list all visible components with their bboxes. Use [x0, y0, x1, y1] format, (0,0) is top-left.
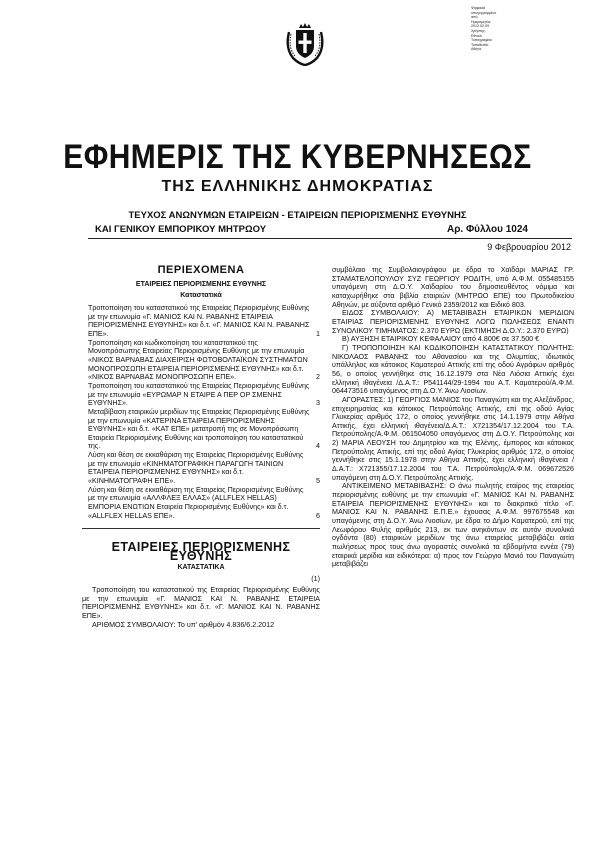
- gazette-subtitle: ΤΗΣ ΕΛΛΗΝΙΚΗΣ ΔΗΜΟΚΡΑΤΙΑΣ: [161, 178, 434, 195]
- issue-date: 9 Φεβρουαρίου 2012: [487, 242, 571, 252]
- contents-entry[interactable]: [82, 451, 320, 486]
- stamp-line: Ψηφιακά: [471, 6, 486, 10]
- stamp-line: Τυπογραφείο: [471, 38, 492, 43]
- contents-entry-text: Λύση και θέση σε εκκαθάριση της Εταιρείας Περιορισμένης Ευθύνης με την επωνυμία «ΚΙΝΗΜΑΤΟΓΡΑΦΙΚΗ ΠΑΡΑΓΩΓΗ ΤΑΙΝΙΩΝ ΕΤΑΙΡΕΙΑ ΠΕΡΙΟΡΙΣΜΕΝΗΣ ΕΥΘΥΝΗΣ» και δ.τ. «ΚΙΝΗΜΑΤΟΓΡΑΦΗ ΕΠΕ».: [88, 451, 304, 486]
- stamp-line: Αθήνα: [471, 47, 482, 52]
- contents-entry-page: 6: [316, 511, 320, 520]
- stamp-line: Τοποθεσία:: [471, 42, 489, 47]
- body-subsection-heading: ΚΑΤΑΣΤΑΤΙΚΑ: [177, 563, 225, 571]
- contents-entry-text: Τροποποίηση του καταστατικού της Εταιρείας Περιορισμένης Ευθύνης με την επωνυμία «Γ. ΜΑΝΙΟΣ ΚΑΙ Ν. ΡΑΒΑΝΗΣ ΕΤΑΙΡΕΙΑ ΠΕΡΙΟΡΙΣΜΕΝΗΣ ΕΥΘΥΝΗΣ» και δ.τ. «Γ. ΜΑΝΙΟΣ ΚΑΙ Ν. ΡΑΒΑΝΗΣ ΕΠΕ».: [88, 303, 310, 338]
- contents-entry[interactable]: [82, 304, 320, 339]
- body-paragraph: ΑΝΤΙΚΕΙΜΕΝΟ ΜΕΤΑΒΙΒΑΣΗΣ: Ο άνω πωλητής εταίρος της εταιρείας περιορισμένης ευθύνης με την επωνυμία «Γ. ΜΑΝΙΟΣ ΚΑΙ Ν. ΡΑΒΑΝΗΣ ΕΤΑΙΡΕΙΑ ΠΕΡΙΟΡΙΣΜΕΝΗΣ ΕΥΘΥΝΗΣ» και το διακριτικό τίτλο «Γ. ΜΑΝΙΟΣ ΚΑΙ Ν. ΡΑΒΑΝΗΣ Ε.Π.Ε.» έχουσας Α.Φ.Μ. 997675548 και υπαγόμενης στη Δ.Ο.Υ. Άνω Λιοσίων, με έδρα το Δήμο Καματερού, επί της Λεωφόρου Φυλής αριθμός 213, εκ των ανηκόντων σε αυτόν συνολικά ογδόντα (80) εταιρικών μεριδίων της άνω εταιρείας μεταβιβάζει αιτία πωλήσεως προς τους άνω αγοραστές συνολικά τα εβδομήντα εννέα (79) εταιρικά μερίδια και ειδικότερα: α) προς τον Γεώργιο Μανιό του Παναγιώτη μεταβιβάζει: [332, 482, 574, 569]
- contents-entry-page: 4: [316, 442, 320, 451]
- entry-number: (1): [311, 575, 320, 584]
- digital-signature-stamp: [471, 6, 531, 52]
- issue-series-line1: ΤΕΥΧΟΣ ΑΝΩΝΥΜΩΝ ΕΤΑΙΡΕΙΩΝ - ΕΤΑΙΡΕΙΩΝ ΠΕΡΙΟΡΙΣΜΕΝΗΣ ΕΥΘΥΝΗΣ: [128, 210, 467, 221]
- body-paragraph: συμβόλαιο της Συμβολαιογράφου με έδρα το Χαϊδάρι ΜΑΡΙΑΣ ΓΡ. ΣΤΑΜΑΤΕΛΟΠΟΥΛΟΥ ΣΥΖ ΓΕΩΡΓΙΟΥ ΡΟΔΙΤΗ, υπό Α.Φ.Μ. 055485155 υπαγόμενη στη Δ.Ο.Υ. Χαϊδαρίου του δημοσιευθέντος νόμιμα και καταχωρήθηκε στα βιβλία εταιριών (ΜΗΤΡΩΟ ΕΠΕ) του Πρωτοδικείου Αθηνών, με αύξοντα αριθμό Γενικό 2359/2012 και Ειδικό 803.: [332, 266, 574, 309]
- contents-entry[interactable]: [82, 339, 320, 382]
- issue-number: Αρ. Φύλλου 1024: [447, 224, 528, 235]
- contents-list: [82, 304, 320, 520]
- body-paragraph: Τροποποίηση του καταστατικού της Εταιρείας Περιορισμένης Ευθύνης με την επωνυμία «Γ. ΜΑΝΙΟΣ ΚΑΙ Ν. ΡΑΒΑΝΗΣ ΕΤΑΙΡΕΙΑ ΠΕΡΙΟΡΙΣΜΕΝΗΣ ΕΥΘΥΝΗΣ» και δ.τ. «Γ. ΜΑΝΙΟΣ ΚΑΙ Ν. ΡΑΒΑΝΗΣ ΕΠΕ».: [82, 586, 320, 620]
- contents-entry-text: Τροποποίηση του καταστατικού της Εταιρείας Περιορισμένης Ευθύνης με την επωνυμία «ΕΥΡΩΜΑΡ Ν ΕΤΑΙΡΕ Α ΠΕΡ ΟΡ ΣΜΕΝΗΣ ΕΥΘΥΝΗΣ».: [88, 381, 310, 408]
- header-rule: [88, 238, 572, 239]
- contents-subsection: Καταστατικά: [180, 292, 222, 300]
- body-paragraph: Β) ΑΥΞΗΣΗ ΕΤΑΙΡΙΚΟΥ ΚΕΦΑΛΑΙΟΥ από 4.800€ σε 37.500 €: [342, 335, 540, 344]
- contents-entry-page: 1: [316, 329, 320, 338]
- body-section-heading: ΕΤΑΙΡΕΙΕΣ ΠΕΡΙΟΡΙΣΜΕΝΗΣ ΕΥΘΥΝΗΣ: [111, 540, 291, 564]
- contents-entry-text: Τροποποίηση και κωδικοποίηση του καταστατικού της Μονοπρόσωπης Εταιρείας Περιορισμένης Ευθύνης με την επωνυμία «ΝΙΚΟΣ ΒΑΡΝΑΒΑΣ ΔΙΑΧΕΙΡΙΣΗ ΦΩΤΟΒΟΛΤΑΪΚΩΝ ΣΥΣΤΗΜΑΤΩΝ ΜΟΝΟΠΡΟΣΩΠΗ ΕΤΑΙΡΕΙΑ ΠΕΡΙΟΡΙΣΜΕΝΗΣ ΕΥΘΥΝΗΣ» και δ.τ. «ΝΙΚΟΣ ΒΑΡΝΑΒΑΣ ΜΟΝΟΠΡΟΣΩΠΗ ΕΠΕ».: [88, 338, 308, 382]
- left-column: [82, 266, 320, 629]
- contents-entry-page: 5: [316, 477, 320, 486]
- gazette-title: ΕΦΗΜΕΡΙΣ ΤΗΣ ΚΥΒΕΡΝΗΣΕΩΣ: [63, 138, 532, 176]
- body-paragraph: Γ) ΤΡΟΠΟΠΟΙΗΣΗ ΚΑΙ ΚΩΔΙΚΟΠΟΙΗΣΗ ΚΑΤΑΣΤΑΤΙΚΟΥ ΠΩΛΗΤΗΣ: ΝΙΚΟΛΑΟΣ ΡΑΒΑΝΗΣ του Αθανασίου και της Ολυμπίας, ιδιωτικός υπάλληλος και κάτοικος Καματερού Αττικής επί της οδού Αγράφων αριθμός 56, ο οποίος γεννήθηκε στις 16.12.1979 στα Νέα Λιόσια Αττικής έχει ελληνική ιθαγένεια /Δ.Α.Τ.: Ρ541144/29-1994 του Α.Τ. Καματερού/Α.Φ.Μ. 064473516 υπαγόμενος στη Δ.Ο.Υ. Άνω Λιοσίων.: [332, 343, 574, 396]
- contents-entry-page: 2: [316, 373, 320, 382]
- greek-coat-of-arms-icon: [283, 22, 327, 66]
- contents-section: ΕΤΑΙΡΕΙΕΣ ΠΕΡΙΟΡΙΣΜΕΝΗΣ ΕΥΘΥΝΗΣ: [135, 280, 267, 288]
- stamp-line: Ημερομηνία:: [471, 19, 492, 24]
- body-paragraph: ΕΙΔΟΣ ΣΥΜΒΟΛΑΙΟΥ: Α) ΜΕΤΑΒΙΒΑΣΗ ΕΤΑΙΡΙΚΩΝ ΜΕΡΙΔΙΩΝ ΕΤΑΙΡΙΑΣ ΠΕΡΙΟΡΙΣΜΕΝΗΣ ΕΥΘΥΝΗΣ ΛΟΓΩ ΠΩΛΗΣΕΩΣ ΕΝΑΝΤΙ ΣΥΝΟΛΙΚΟΥ ΤΙΜΗΜΑΤΟΣ: 2.370 ΕΥΡΩ (ΕΚΤΙΜΗΣΗ Δ.Ο.Υ.: 2.370 ΕΥΡΩ): [332, 309, 574, 335]
- contents-entry-text: Λύση και θέση σε εκκαθάριση της Εταιρείας Περιορισμένης Ευθύνης με την επωνυμία «ΑΛΛΦΛΕΞ ΕΛΛΑΣ» (ALLFLEX HELLAS) ΕΜΠΟΡΙΑ ΕΝΩΤΙΩΝ Εταιρεία Περιορισμένης Ευθύνης» και δ.τ. «ALLFLEX HELLAS ΕΠΕ».: [88, 485, 304, 520]
- contents-entry-page: 3: [316, 399, 320, 408]
- issue-series-line2: ΚΑΙ ΓΕΝΙΚΟΥ ΕΜΠΟΡΙΚΟΥ ΜΗΤΡΩΟΥ: [95, 224, 267, 235]
- stamp-line: Χρήστης:: [471, 28, 486, 33]
- stamp-line: από: [471, 15, 478, 20]
- body-paragraph: ΑΓΟΡΑΣΤΕΣ: 1) ΓΕΩΡΓΙΟΣ ΜΑΝΙΟΣ του Παναγιώτη και της Αλεξάνδρας, επιχειρηματίας και κάτοικος Πετρούπολης Αττικής, επί της οδού Αγίας Γλυκερίας αριθμός 172, ο οποίος γεννήθηκε στις 14.1.1979 στην Αθήνα Αττικής, έχει ελληνική ιθαγένεια/Δ.Α.Τ.: Χ721354/17.12.2004 του Τ.Α. Πετρούπολης/Α.Φ.Μ. 061504050 υπαγόμενος στη Δ.Ο.Υ. Πετρούπολης και 2) ΜΑΡΙΑ ΛΕΟΥΣΗ του Δημητρίου και της Ελένης, έμπορος και κάτοικος Πετρούπολης Αττικής, επί της οδού Αγίας Γλυκερίας αριθμός 172, ο οποίος γεννήθηκε στις 15.1.1978 στην Αθήνα Αττικής, έχει ελληνική ιθαγένεια / Δ.Α.Τ.: Χ721355/17.12.2004 του Τ.Α. Πετρούπολης/Α.Φ.Μ. 069672526 υπαγόμενη στη Δ.Ο.Υ. Πετρούπολης Αττικής.: [332, 395, 574, 482]
- right-column: [332, 266, 574, 569]
- contents-entry[interactable]: [82, 382, 320, 408]
- stamp-line: υπογεγραμμένο: [471, 10, 497, 15]
- contents-entry-text: Μεταβίβαση εταιρικών μεριδίων της Εταιρείας Περιορισμένης Ευθύνης με την επωνυμία «ΚΑΤΕΡΙΝΑ ΕΤΑΙΡΕΙΑ ΠΕΡΙΟΡΙΣΜΕΝΗΣ ΕΥΘΥΝΗΣ» και δ.τ. «ΚΑΤ ΕΠΕ» μετατροπή της σε Μονοπρόσωπη Εταιρεία Περιορισμένης Ευθύνης και τροποποίηση του καταστατικού της.: [88, 407, 310, 451]
- body-paragraph: ΑΡΙΘΜΟΣ ΣΥΜΒΟΛΑΙΟΥ: Το υπ' αριθμόν 4.836/6.2.2012: [92, 620, 275, 629]
- contents-heading: ΠΕΡΙΕΧΟΜΕΝΑ: [157, 264, 245, 276]
- stamp-line: 2012.02.09: [471, 24, 489, 29]
- stamp-line: Εθνικό: [471, 33, 482, 38]
- section-divider: [82, 528, 320, 529]
- contents-entry[interactable]: [82, 408, 320, 451]
- contents-entry[interactable]: [82, 486, 320, 521]
